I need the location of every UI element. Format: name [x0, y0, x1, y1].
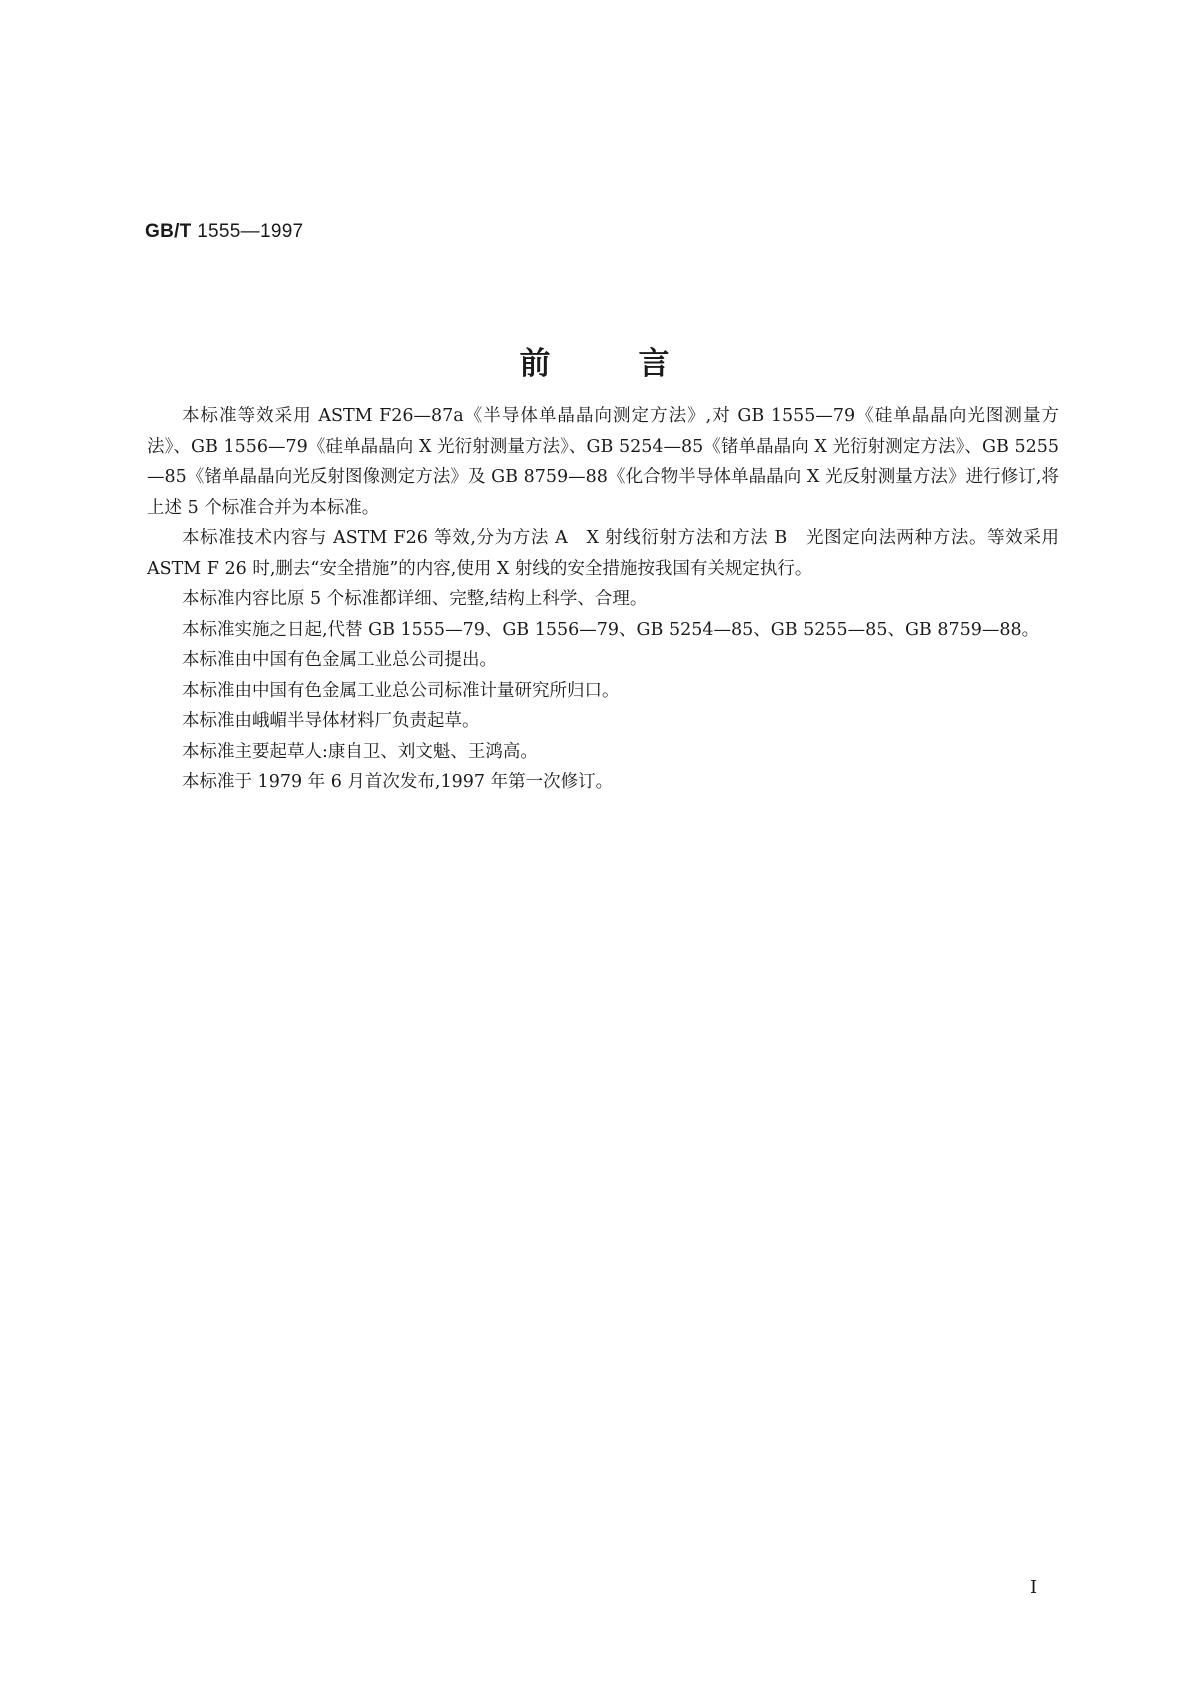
standard-code: 1555—1997: [197, 221, 304, 242]
title-char-2: 言: [638, 346, 672, 382]
standard-prefix: GB/T: [145, 221, 192, 242]
standard-number: [145, 221, 303, 243]
paragraph-7: 本标准由峨嵋半导体材料厂负责起草。: [182, 711, 480, 731]
paragraph-1: 本标准等效采用 ASTM F26—87a《半导体单晶晶向测定方法》,对 GB 1555—79《硅单晶晶向光图测量方法》、GB 1556—79《硅单晶晶向 X 光衍射测量方法》、GB 5254—85《锗单晶晶向 X 光衍射测定方法》、GB 5255—85《锗单晶晶向光反射图像测定方法》及 GB 8759—88《化合物半导体单晶晶向 X 光反射测量方法》进行修订,将上述 5 个标准合并为本标准。: [147, 406, 1059, 518]
foreword-body: [147, 401, 1059, 798]
paragraph-2: 本标准技术内容与 ASTM F26 等效,分为方法 A X 射线衍射方法和方法 B 光图定向法两种方法。等效采用 ASTM F 26 时,删去“安全措施”的内容,使用 X 射线的安全措施按我国有关规定执行。: [147, 528, 1059, 579]
paragraph-5: 本标准由中国有色金属工业总公司提出。: [182, 650, 497, 670]
paragraph-6: 本标准由中国有色金属工业总公司标准计量研究所归口。: [182, 680, 620, 701]
paragraph-3: 本标准内容比原 5 个标准都详细、完整,结构上科学、合理。: [182, 589, 648, 609]
paragraph-4: 本标准实施之日起,代替 GB 1555—79、GB 1556—79、GB 5254—85、GB 5255—85、GB 8759—88。: [182, 619, 1040, 640]
page-number: I: [1030, 1577, 1038, 1598]
title-char-1: 前: [519, 346, 553, 382]
page-title: [0, 338, 1191, 383]
paragraph-9: 本标准于 1979 年 6 月首次发布,1997 年第一次修订。: [182, 772, 614, 792]
paragraph-8: 本标准主要起草人:康自卫、刘文魁、王鸿高。: [182, 741, 538, 762]
